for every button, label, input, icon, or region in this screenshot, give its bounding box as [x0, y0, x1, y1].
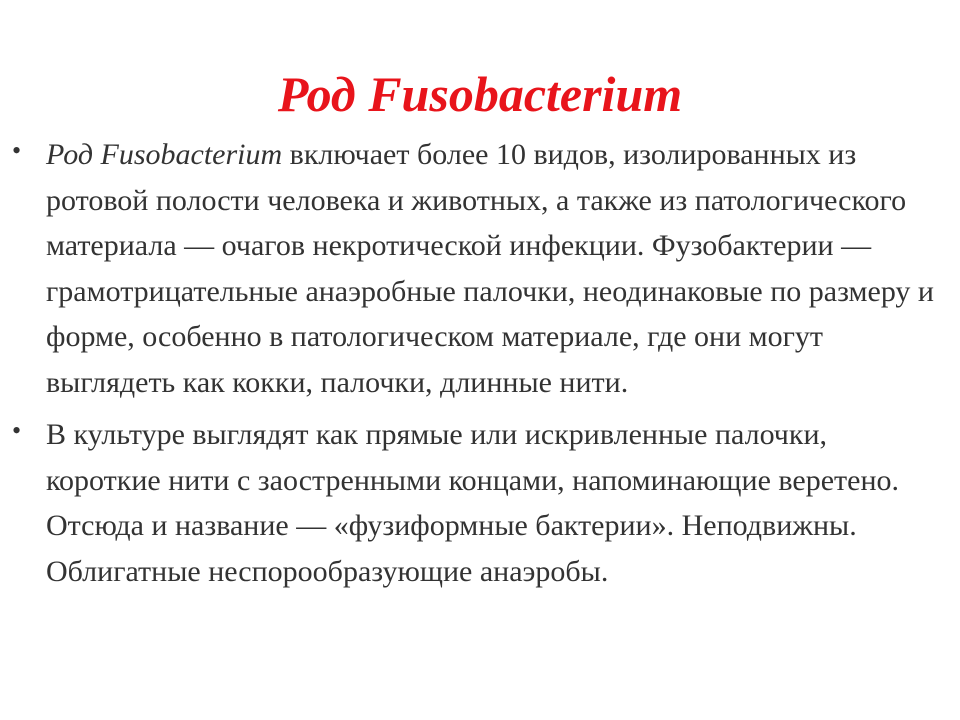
bullet-icon: •	[12, 416, 22, 445]
bullet-item-1	[0, 132, 960, 405]
bullet-item-2	[0, 412, 960, 594]
bullet-icon: •	[12, 136, 22, 165]
bullet-italic-lead: Род Fusobacterium	[46, 138, 283, 171]
bullet-text: В культуре выглядят как прямые или искривленные палочки, короткие нити с заостренными концами, напоминающие веретено. Отсюда и название — «фузиформные бактерии». Неподвижны. Облигатные неспорообразующие анаэробы.	[46, 418, 899, 588]
bullet-list	[0, 132, 960, 601]
slide-title: Род Fusobacterium	[277, 66, 683, 122]
bullet-text: включает более 10 видов, изолированных из ротовой полости человека и животных, а также из патологического материала — очагов некротической инфекции. Фузобактерии — грамотрицательные анаэробные палочки, неодинаковые по размеру и форме, особенно в патологическом материале, где они могут выглядеть как кокки, палочки, длинные нити.	[46, 138, 934, 399]
